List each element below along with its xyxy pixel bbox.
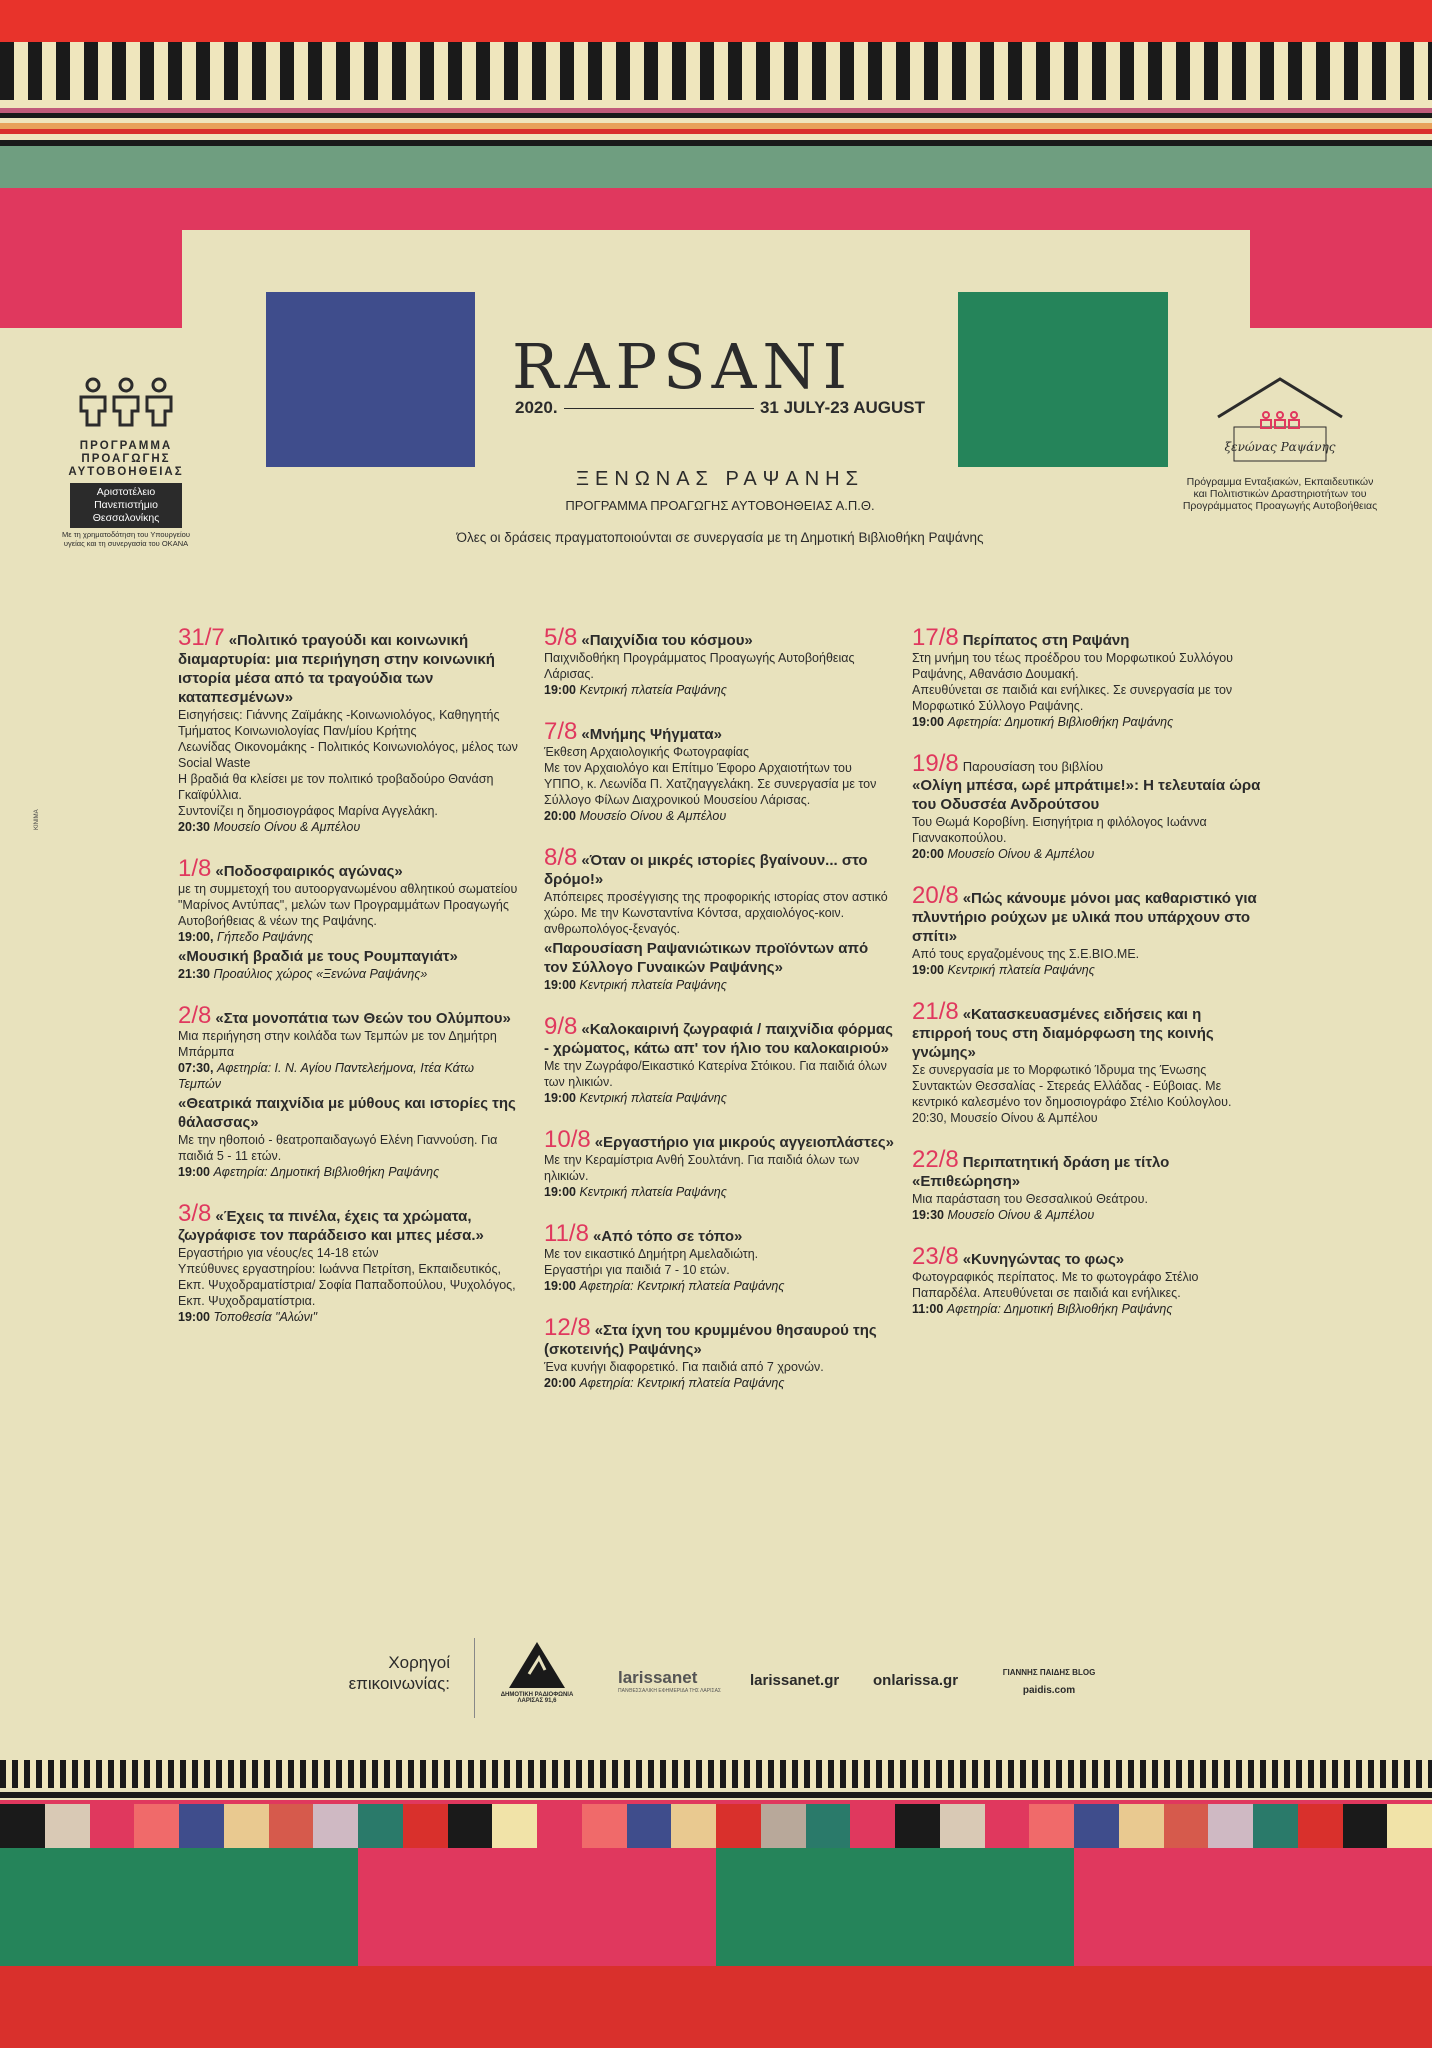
- event-place: Κεντρική πλατεία Ραψάνης: [579, 978, 727, 992]
- event-time-place: [178, 1309, 518, 1325]
- event-heading: [912, 1243, 1262, 1270]
- event-place: Αφετηρία: Κεντρική πλατεία Ραψάνης: [579, 1376, 785, 1390]
- event-description: Σε συνεργασία με το Μορφωτικό Ίδρυμα της Ένωσης Συντακτών Θεσσαλίας - Στερεάς Ελλάδας - Εύβοιας. Με κεντρικό καλεσμένο τον δημοσιογράφο Στέλιο Κούλογλου. 20:30, Μουσείο Οίνου & Αμπέλου: [912, 1063, 1232, 1125]
- logo-line-1: ΠΡΟΓΡΑΜΜΑ: [79, 440, 173, 452]
- bottom-color-tiles: [0, 1804, 1432, 1848]
- color-tile: [716, 1804, 761, 1848]
- color-tile: [985, 1804, 1030, 1848]
- event-time: 19:00: [544, 683, 576, 697]
- event-item: [544, 1013, 894, 1106]
- event-description: Εισηγήσεις: Γιάννης Ζαϊμάκης -Κοινωνιολόγος, Καθηγητής Τμήματος Κοινωνιολογίας Παν/μίου Κρήτης Λεωνίδας Οικονομάκης - Πολιτικός Κοινωνιολόγος, μέλος των Social Waste Η βραδιά θα κλείσει με τον πολιτικό τροβαδούρο Θανάση Γκαϊφύλλια. Συντονίζει η δημοσιογράφος Μαρίνα Αγγελάκη.: [178, 708, 518, 818]
- color-tile: [1119, 1804, 1164, 1848]
- bottom-red-band: [0, 1966, 1432, 2048]
- program-subtitle: ΠΡΟΓΡΑΜΜΑ ΠΡΟΑΓΩΓΗΣ ΑΥΤΟΒΟΗΘΕΙΑΣ Α.Π.Θ.: [565, 498, 875, 513]
- university-box: Αριστοτέλειο Πανεπιστήμιο Θεσσαλονίκης: [70, 483, 182, 528]
- event-time: 20:00: [544, 809, 576, 823]
- event-place: Κεντρική πλατεία Ραψάνης: [579, 1091, 727, 1105]
- event-title: «Έχεις τα πινέλα, έχεις τα χρώματα, ζωγράφισε τον παράδεισο και μπες μέσα.»: [178, 1208, 484, 1244]
- event-title: Περιπατητική δράση με τίτλο «Επιθεώρηση»: [912, 1154, 1170, 1190]
- event-time-place: [544, 1375, 894, 1391]
- event-date: 21/8: [912, 998, 959, 1025]
- color-tile: [806, 1804, 851, 1848]
- event-time-place: [178, 966, 518, 982]
- event-time-place: [544, 977, 894, 993]
- color-tile: [761, 1804, 806, 1848]
- sponsors-divider: [474, 1638, 475, 1718]
- color-tile: [1164, 1804, 1209, 1848]
- event-description: Φωτογραφικός περίπατος. Με το φωτογράφο Στέλιο Παπαρδέλα. Απευθύνεται σε παιδιά και ενήλικες.: [912, 1270, 1199, 1300]
- event-title: «Πολιτικό τραγούδι και κοινωνική διαμαρτυρία: μια περιήγηση στην κοινωνική ιστορία μέσα από τα τραγούδια των καταπεσμένων»: [178, 632, 495, 706]
- radio-logo-icon: [507, 1640, 567, 1690]
- sponsor-radio-text: ΔΗΜΟΤΙΚΗ ΡΑΔΙΟΦΩΝΙΑ ΛΑΡΙΣΑΣ 91,6: [500, 1692, 574, 1704]
- event-subtitle: «Μουσική βραδιά με τους Ρουμπαγιάτ»: [178, 948, 458, 965]
- event-date: 7/8: [544, 718, 578, 745]
- event-date: 11/8: [544, 1220, 589, 1247]
- event-time-place: [912, 714, 1262, 730]
- event-time: 19:00: [178, 1310, 210, 1324]
- event-item: [544, 1220, 894, 1294]
- event-place: Κεντρική πλατεία Ραψάνης: [579, 1185, 727, 1199]
- event-time-place: [912, 846, 1262, 862]
- event-date: 31/7: [178, 624, 225, 651]
- event-date: 20/8: [912, 882, 959, 909]
- color-tile: [45, 1804, 90, 1848]
- event-description: Με την Κεραμίστρια Ανθή Σουλτάνη. Για παιδιά όλων των ηλικιών.: [544, 1153, 860, 1183]
- event-time-place: [912, 962, 1262, 978]
- event-place: Κεντρική πλατεία Ραψάνης: [947, 963, 1095, 977]
- event-time: 19:00: [544, 978, 576, 992]
- event-time-place: [544, 1090, 894, 1106]
- event-item: [178, 855, 518, 982]
- color-tile: [1074, 1804, 1119, 1848]
- event-title: «Εργαστήριο για μικρούς αγγειοπλάστες»: [594, 1134, 895, 1151]
- event-title: «Παιχνίδια του κόσμου»: [581, 632, 753, 649]
- event-place: Αφετηρία: Δημοτική Βιβλιοθήκη Ραψάνης: [213, 1165, 440, 1179]
- event-time: 19:00,: [178, 930, 214, 944]
- event-title: «Στα μονοπάτια των Θεών του Ολύμπου»: [215, 1010, 511, 1027]
- color-tile: [179, 1804, 224, 1848]
- xenonas-title: ΞΕΝΩΝΑΣ ΡΑΨΑΝΗΣ: [576, 468, 864, 490]
- event-description: Με την Ζωγράφο/Εικαστικό Κατερίνα Στόικου. Για παιδιά όλων των ηλικιών.: [544, 1059, 887, 1089]
- bottom-stripe-band: [0, 1760, 1432, 1788]
- event-time: 21:30: [178, 967, 210, 981]
- logo-line-2: ΠΡΟΑΓΩΓΗΣ: [81, 453, 171, 465]
- event-place: Τοποθεσία "Αλώνι": [213, 1310, 318, 1324]
- event-item: [912, 1243, 1262, 1317]
- event-item: [912, 1146, 1262, 1223]
- top-thin-band: [0, 100, 1432, 108]
- color-tile: [671, 1804, 716, 1848]
- event-place: Αφετηρία: Δημοτική Βιβλιοθήκη Ραψάνης: [946, 1302, 1173, 1316]
- event-heading: [912, 998, 1262, 1062]
- color-tile: [1343, 1804, 1388, 1848]
- color-tile: [269, 1804, 314, 1848]
- event-place: Κεντρική πλατεία Ραψάνης: [579, 683, 727, 697]
- event-description: Μια περιήγηση στην κοιλάδα των Τεμπών με τον Δημήτρη Μπάρμπα: [178, 1029, 497, 1059]
- top-stripe-band: [0, 42, 1432, 100]
- date-rule: [564, 408, 754, 409]
- color-tile: [895, 1804, 940, 1848]
- event-item: [178, 624, 518, 835]
- event-item: [544, 844, 894, 993]
- event-item: [178, 1200, 518, 1325]
- color-tile: [1298, 1804, 1343, 1848]
- event-date: 12/8: [544, 1314, 591, 1341]
- top-green-band: [0, 146, 1432, 188]
- event-heading: [178, 855, 518, 882]
- bottom-thin-band: [0, 1792, 1432, 1798]
- color-tile: [1387, 1804, 1432, 1848]
- side-credit: KINIMA: [34, 809, 40, 830]
- event-time-place: [178, 1164, 518, 1180]
- sponsor-paidis: [994, 1668, 1104, 1696]
- events-column-3: [912, 624, 1262, 1341]
- event-title: «Μνήμης Ψήγματα»: [581, 726, 722, 743]
- color-tile: [313, 1804, 358, 1848]
- event-time: 20:00: [544, 1376, 576, 1390]
- event-place: Γήπεδο Ραψάνης: [216, 930, 314, 944]
- event-item: [544, 1314, 894, 1391]
- event-heading: [544, 844, 894, 889]
- color-tile: [582, 1804, 627, 1848]
- event-place: Αφετηρία: Δημοτική Βιβλιοθήκη Ραψάνης: [947, 715, 1174, 729]
- event-time-place: [912, 1207, 1262, 1223]
- event-time: 19:00: [544, 1185, 576, 1199]
- event-subtitle: «Παρουσίαση Ραψανιώτικων προϊόντων από τον Σύλλογο Γυναικών Ραψάνης»: [544, 940, 869, 976]
- event-description: Απόπειρες προσέγγισης της προφορικής ιστορίας στον αστικό χώρο. Με την Κωνσταντίνα Κόντσα, αρχαιολόγος-κοιν. ανθρωπολόγος-ξεναγός.: [544, 890, 888, 936]
- event-item: [912, 750, 1262, 862]
- sponsor-paidis-url: paidis.com: [1022, 1685, 1076, 1696]
- sponsor-radio-larisa: [492, 1640, 582, 1704]
- sponsor-larissanet-text: larissanet: [618, 1668, 698, 1687]
- event-title: «Από τόπο σε τόπο»: [592, 1228, 743, 1245]
- blue-square: [266, 292, 475, 467]
- event-time: 20:00: [912, 847, 944, 861]
- event-date: 9/8: [544, 1013, 578, 1040]
- color-tile: [448, 1804, 493, 1848]
- event-heading: [912, 882, 1262, 946]
- event-time: 19:00: [178, 1165, 210, 1179]
- event-time-place: [178, 819, 518, 835]
- event-heading: [544, 1126, 895, 1153]
- color-tile: [1208, 1804, 1253, 1848]
- sponsors-label: Χορηγοί επικοινωνίας:: [348, 1653, 450, 1693]
- event-place: Προαύλιος χώρος «Ξενώνα Ραψάνης»: [213, 967, 428, 981]
- xenonas-logo: [1180, 375, 1380, 512]
- event-time: 11:00: [912, 1302, 944, 1316]
- logo-line-3: ΑΥΤΟΒΟΗΘΕΙΑΣ: [68, 466, 184, 478]
- event-time-place: [544, 808, 894, 824]
- event-date: 19/8: [912, 750, 959, 777]
- event-heading: [544, 624, 894, 651]
- event-time: 19:00: [912, 963, 944, 977]
- event-title: «Πώς κάνουμε μόνοι μας καθαριστικό για πλυντήριο ρούχων με υλικά που υπάρχουν στο σπίτι»: [912, 890, 1257, 945]
- event-time-place: [178, 929, 518, 945]
- event-heading: [912, 750, 1262, 814]
- event-description: με τη συμμετοχή του αυτοοργανωμένου αθλητικού σωματείου "Μαρίνος Αντύπας", μελών των Προγραμμάτων Προαγωγής Αυτοβοήθειας & νέων της Ραψάνης.: [178, 882, 518, 928]
- color-tile: [134, 1804, 179, 1848]
- page-title: RAPSANI: [512, 330, 854, 403]
- event-heading: [544, 718, 894, 745]
- color-tile: [358, 1804, 403, 1848]
- color-tile: [850, 1804, 895, 1848]
- color-tile: [224, 1804, 269, 1848]
- event-time: 07:30,: [178, 1061, 214, 1075]
- color-tile: [1029, 1804, 1074, 1848]
- event-date: 10/8: [544, 1126, 591, 1153]
- color-block: [1074, 1848, 1432, 1966]
- event-date: 17/8: [912, 624, 959, 651]
- event-heading: [178, 624, 518, 707]
- event-description: Μια παράσταση του Θεσσαλικού Θεάτρου.: [912, 1192, 1148, 1206]
- date-line: [515, 398, 925, 418]
- year-label: 2020.: [515, 398, 558, 417]
- color-tile: [940, 1804, 985, 1848]
- event-item: [912, 998, 1262, 1126]
- events-column-1: [178, 624, 518, 1349]
- event-time-place: [178, 1060, 518, 1092]
- color-block: [716, 1848, 1074, 1966]
- event-item: [544, 718, 894, 824]
- event-description: Παιχνιδοθήκη Προγράμματος Προαγωγής Αυτοβοήθειας Λάρισας.: [544, 651, 855, 681]
- event-date: 22/8: [912, 1146, 959, 1173]
- event-description: Με τον εικαστικό Δημήτρη Αμελαδιώτη. Εργαστήρι για παιδιά 7 - 10 ετών.: [544, 1247, 759, 1277]
- event-heading: [178, 1002, 518, 1029]
- event-place: Μουσείο Οίνου & Αμπέλου: [947, 1208, 1095, 1222]
- event-time-place: [544, 1184, 894, 1200]
- color-tile: [0, 1804, 45, 1848]
- event-place: Μουσείο Οίνου & Αμπέλου: [213, 820, 361, 834]
- event-heading: [544, 1220, 894, 1247]
- color-block: [358, 1848, 716, 1966]
- color-tile: [492, 1804, 537, 1848]
- event-title: «Όταν οι μικρές ιστορίες βγαίνουν... στο δρόμο!»: [544, 852, 868, 888]
- color-tile: [537, 1804, 582, 1848]
- event-time: 19:30: [912, 1208, 944, 1222]
- green-square: [958, 292, 1168, 467]
- event-heading: [544, 1013, 894, 1058]
- event-place: Μουσείο Οίνου & Αμπέλου: [579, 809, 727, 823]
- event-title: «Στα ίχνη του κρυμμένου θησαυρού της (σκοτεινής) Ραψάνης»: [544, 1322, 877, 1358]
- event-title: «Ποδοσφαιρικός αγώνας»: [215, 863, 403, 880]
- sponsor-larissanet: [618, 1668, 721, 1694]
- event-item: [912, 882, 1262, 978]
- event-title: Περίπατος στη Ραψάνη: [962, 632, 1130, 649]
- puzzle-people-icon: [71, 375, 181, 435]
- event-description: Έκθεση Αρχαιολογικής Φωτογραφίας Με τον Αρχαιολόγο και Επίτιμο Έφορο Αρχαιοτήτων του ΥΠΠΟ, κ. Λεωνίδα Π. Χατζηαγγελάκη. Σε συνεργασία με τον Σύλλογο Φίλων Διαχρονικού Μουσείου Λάρισας.: [544, 745, 877, 807]
- event-date: 5/8: [544, 624, 578, 651]
- sponsor-larissanet-gr: larissanet.gr: [750, 1672, 840, 1689]
- event-time: 19:00: [544, 1279, 576, 1293]
- event-heading: [544, 1314, 894, 1359]
- program-logo: [60, 375, 192, 548]
- event-date: 2/8: [178, 1002, 212, 1029]
- event-time-place: [544, 682, 894, 698]
- event-heading: [912, 1146, 1262, 1191]
- event-item: [544, 1126, 895, 1200]
- event-item: [178, 1002, 518, 1180]
- event-title: «Ολίγη μπέσα, ωρέ μπράτιμε!»: Η τελευταία ώρα του Οδυσσέα Ανδρούτσου: [912, 777, 1261, 813]
- bottom-color-blocks: [0, 1848, 1432, 1966]
- event-heading: [912, 624, 1262, 651]
- event-time: 20:30: [178, 820, 210, 834]
- color-tile: [90, 1804, 135, 1848]
- sponsor-onlarissa: onlarissa.gr: [873, 1672, 959, 1689]
- event-place: Μουσείο Οίνου & Αμπέλου: [947, 847, 1095, 861]
- date-range: 31 JULY-23 AUGUST: [759, 398, 925, 417]
- event-time-place: [544, 1278, 894, 1294]
- event-title: «Κυνηγώντας το φως»: [962, 1251, 1125, 1268]
- event-heading: [178, 1200, 518, 1245]
- event-date: 3/8: [178, 1200, 212, 1227]
- event-description: Εργαστήριο για νέους/ες 14-18 ετών Υπεύθυνες εργαστηρίου: Ιωάννα Πετρίτση, Εκπαιδευτικός, Εκπ. Ψυχοδραματίστρια/ Σοφία Παπαδοπούλου, Ψυχολόγος, Εκπ. Ψυχοδραματίστρια.: [178, 1246, 516, 1308]
- event-time-place: [912, 1301, 1262, 1317]
- xenonas-description: Πρόγραμμα Ενταξιακών, Εκπαιδευτικών και Πολιτιστικών Δραστηριοτήτων του Προγράμματος Προαγωγής Αυτοβοήθειας: [1182, 476, 1378, 512]
- event-date: 23/8: [912, 1243, 959, 1270]
- event-time: 19:00: [912, 715, 944, 729]
- event-pre-label: Παρουσίαση του βιβλίου: [962, 759, 1104, 774]
- event-description: Με την ηθοποιό - θεατροπαιδαγωγό Ελένη Γιαννούση. Για παιδιά 5 - 11 ετών.: [178, 1133, 498, 1163]
- top-red-band: [0, 0, 1432, 42]
- event-title: «Κατασκευασμένες ειδήσεις και η επιρροή τους στη διαμόρφωση της κοινής γνώμης»: [912, 1006, 1214, 1061]
- color-tile: [1253, 1804, 1298, 1848]
- event-date: 1/8: [178, 855, 212, 882]
- event-date: 8/8: [544, 844, 578, 871]
- event-place: Αφετηρία: Ι. Ν. Αγίου Παντελεήμονα, Ιτέα Κάτω Τεμπών: [178, 1061, 475, 1091]
- event-place: Αφετηρία: Κεντρική πλατεία Ραψάνης: [579, 1279, 785, 1293]
- event-description: Ένα κυνήγι διαφορετικό. Για παιδιά από 7 χρονών.: [544, 1360, 824, 1374]
- sponsor-larissanet-sub: ΠΑΝΘΕΣΣΑΛΙΚΗ ΕΦΗΜΕΡΙΔΑ ΤΗΣ ΛΑΡΙΣΑΣ: [618, 1688, 722, 1694]
- color-tile: [403, 1804, 448, 1848]
- event-description: Στη μνήμη του τέως προέδρου του Μορφωτικού Συλλόγου Ραψάνης, Αθανάσιο Δουμακή. Απευθύνεται σε παιδιά και ενήλικες. Σε συνεργασία με τον Μορφωτικό Σύλλογο Ραψάνης.: [912, 651, 1234, 713]
- event-item: [912, 624, 1262, 730]
- event-title: «Καλοκαιρινή ζωγραφιά / παιχνίδια φόρμας - χρώματος, κάτω απ' τον ήλιο του καλοκαιριού»: [544, 1021, 893, 1057]
- event-time: 19:00: [544, 1091, 576, 1105]
- funding-note: Με τη χρηματοδότηση του Υπουργείου υγείας και τη συνεργασία του ΟΚΑΝΑ: [62, 530, 190, 548]
- color-tile: [627, 1804, 672, 1848]
- event-item: [544, 624, 894, 698]
- events-column-2: [544, 624, 895, 1415]
- event-description: Του Θωμά Κοροβίνη. Εισηγήτρια η φιλόλογος Ιωάννα Γιαννακοπούλου.: [912, 815, 1207, 845]
- sponsor-paidis-top: ΓΙΑΝΝΗΣ ΠΑΙΔΗΣ BLOG: [1002, 1668, 1096, 1677]
- xenonas-script-label: ξενώνας Ραψάνης: [1224, 440, 1336, 454]
- event-subtitle: «Θεατρικά παιχνίδια με μύθους και ιστορίες της θάλασσας»: [178, 1095, 516, 1131]
- color-block: [0, 1848, 358, 1966]
- collaboration-note: Όλες οι δράσεις πραγματοποιούνται σε συνεργασία με τη Δημοτική Βιβλιοθήκη Ραψάνης: [456, 530, 984, 545]
- event-description: Από τους εργαζομένους της Σ.Ε.ΒΙΟ.ΜΕ.: [912, 947, 1140, 961]
